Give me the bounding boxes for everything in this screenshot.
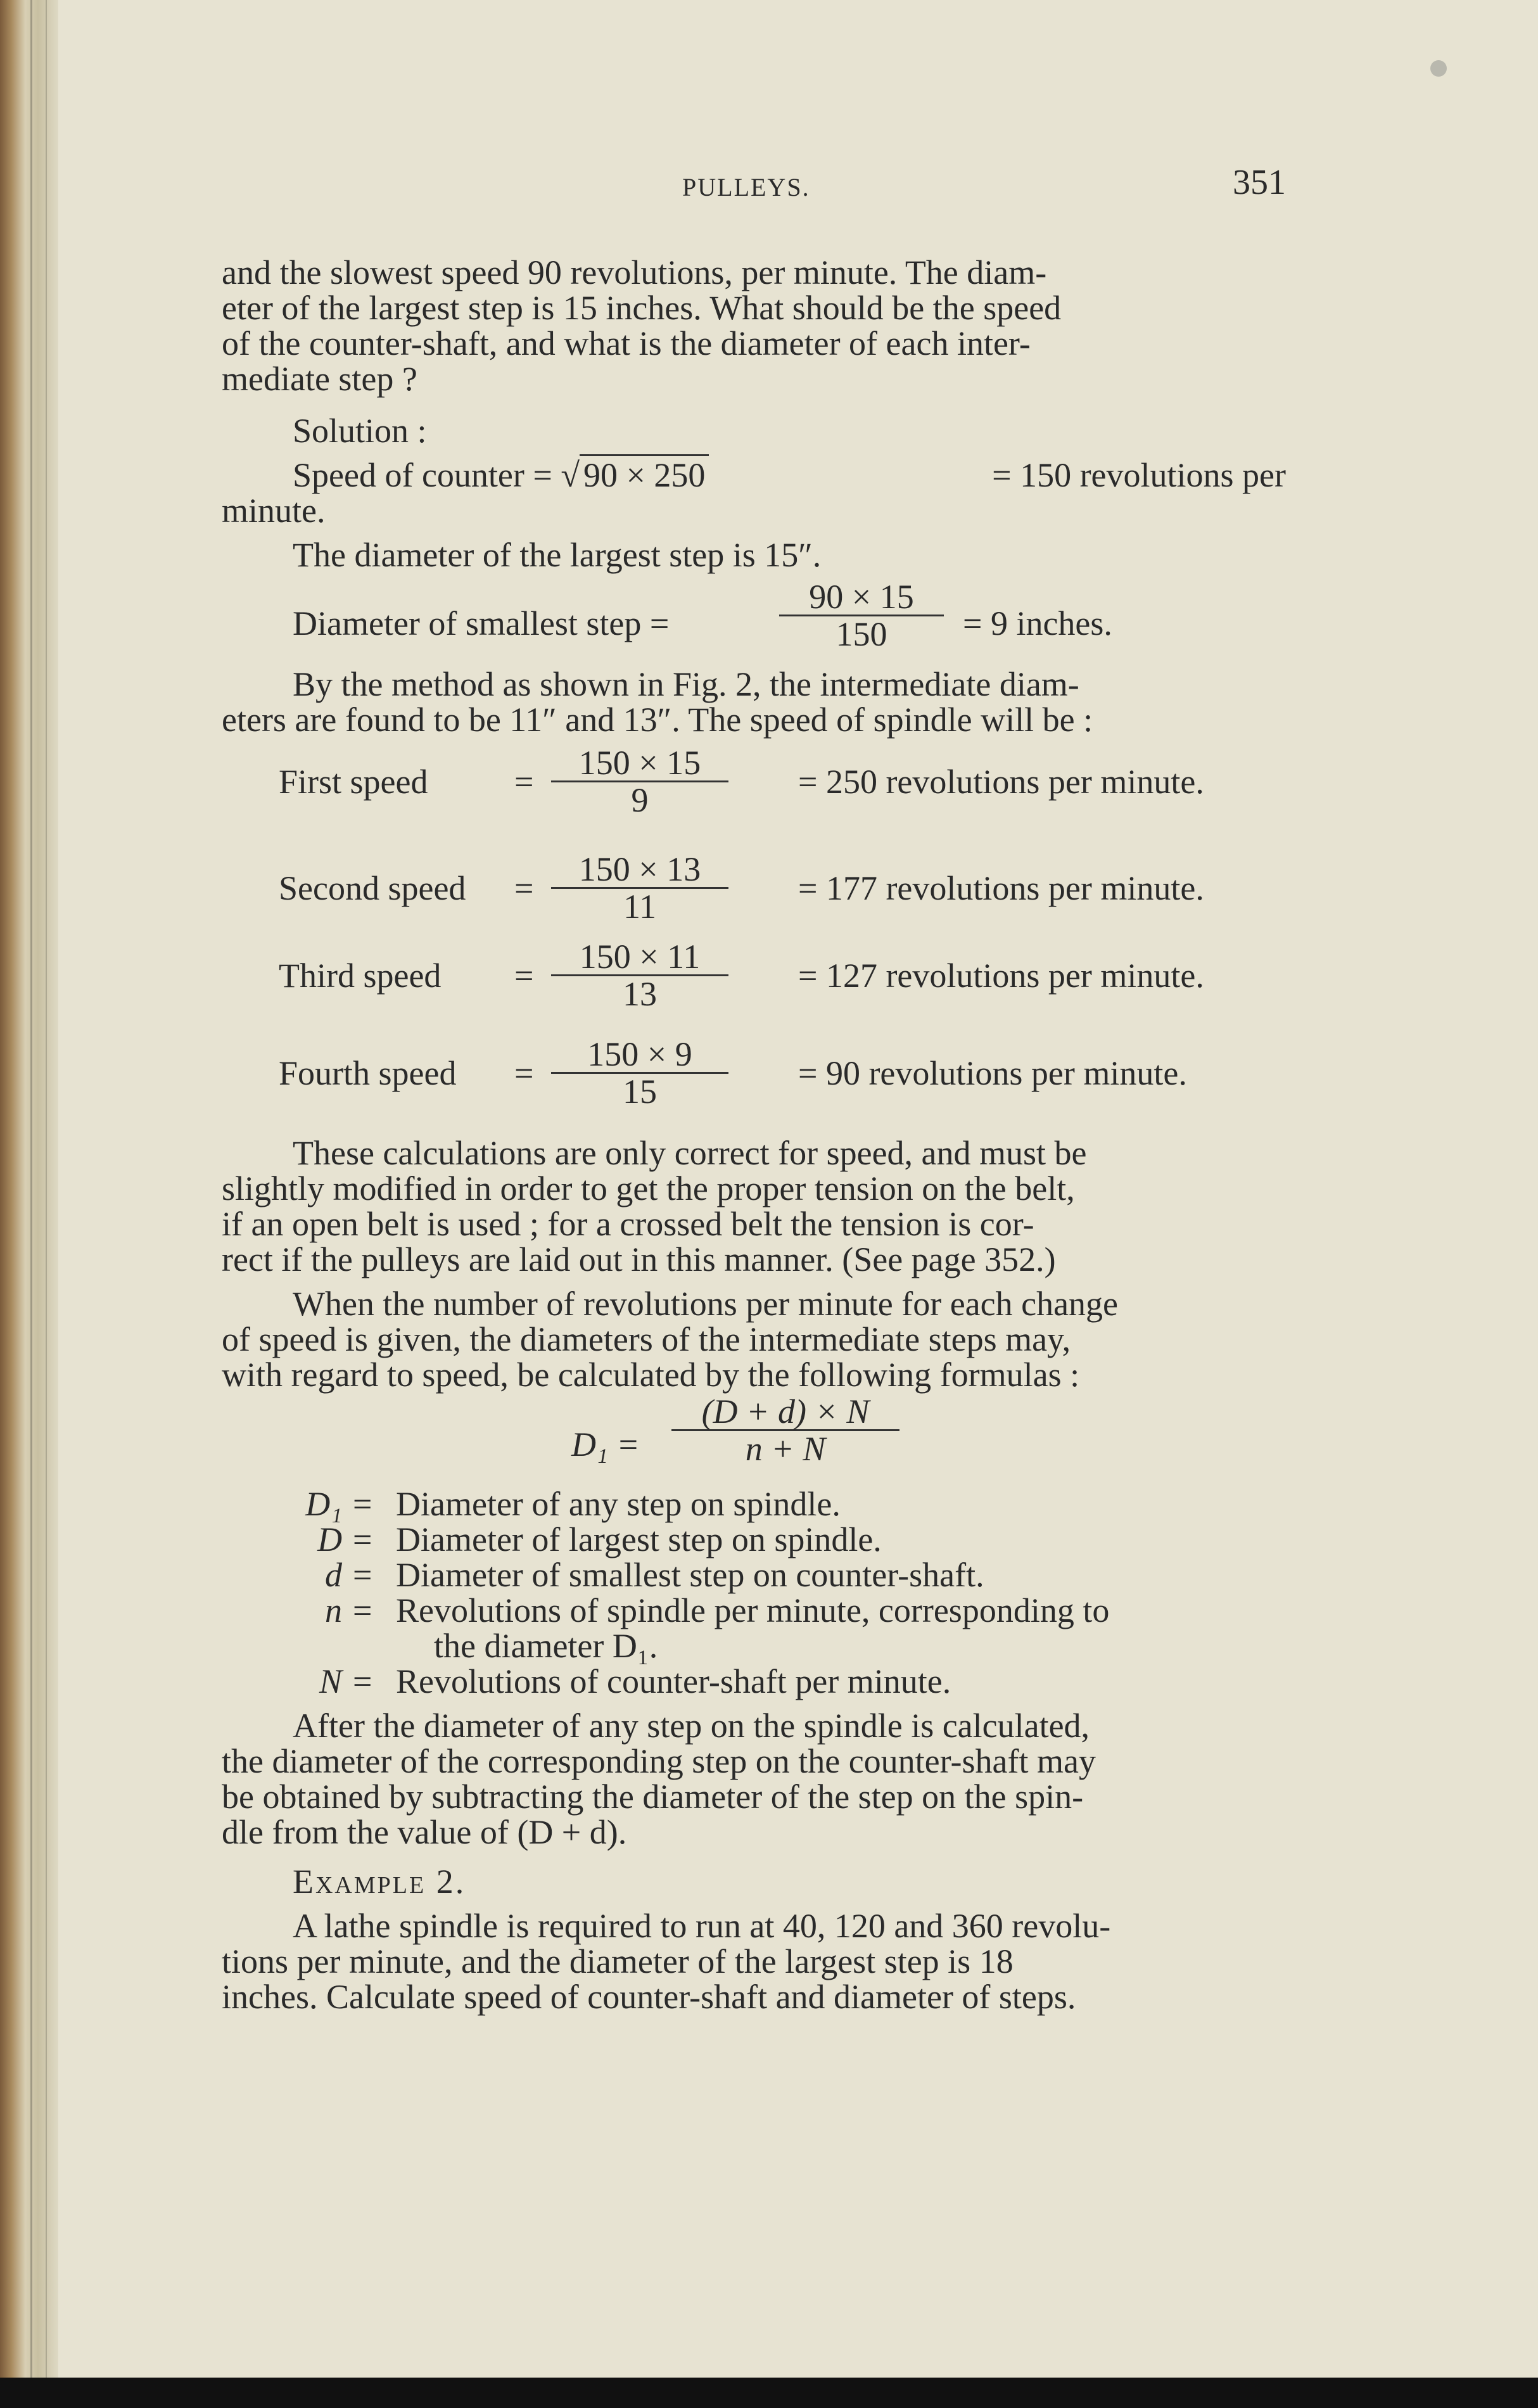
speed-row-fourth [279,1036,1292,1112]
fraction-numerator: 90 × 15 [779,579,944,616]
definition-symbol: d = [325,1556,374,1594]
equals-sign: = [514,763,534,801]
fraction-denominator: 11 [623,888,656,926]
fraction-denominator: 150 [836,615,887,653]
speed-row-first [279,745,1292,821]
definition-symbol: D = [317,1520,374,1558]
text-line: eters are found to be 11″ and 13″. The speed of spindle will be : [222,701,1093,739]
text-line: A lathe spindle is required to run at 40, 120 and 360 revolu- [293,1907,1111,1945]
text-line: By the method as shown in Fig. 2, the intermediate diam- [293,665,1079,703]
definition-item [285,1557,1286,1593]
smallest-step-fraction [779,579,944,652]
text-line: if an open belt is used ; for a crossed belt the tension is cor- [222,1205,1034,1243]
speed-label: Third speed [279,957,442,995]
book-binding-edge [0,0,58,2408]
fraction-denominator: 15 [623,1073,657,1111]
text-line: of speed is given, the diameters of the intermediate steps may, [222,1320,1071,1358]
speed-result: = 177 revolutions per minute. [798,869,1204,907]
speed-fraction [551,939,728,1012]
text-line: and the slowest speed 90 revolutions, per minute. The diam- [222,253,1047,291]
text-line: minute. [222,492,326,530]
solution-label: Solution : [293,412,427,450]
fraction-numerator: 150 × 11 [551,939,728,976]
speed-fraction [551,745,728,818]
fraction-denominator: 9 [631,781,649,819]
text-line: eter of the largest step is 15 inches. What should be the speed [222,289,1062,327]
text-line: tions per minute, and the diameter of the largest step is 18 [222,1942,1014,1980]
page-header [222,163,1286,214]
equation-label: Speed of counter = [293,456,552,494]
definition-text: Revolutions of spindle per minute, corresponding to [396,1591,1110,1629]
text-line: When the number of revolutions per minute for each change [293,1285,1119,1323]
text-line: be obtained by subtracting the diameter of the step on the spin- [222,1778,1084,1816]
speed-fraction [551,851,728,924]
speed-result: = 90 revolutions per minute. [798,1054,1187,1092]
example-heading: Example 2. [293,1863,466,1901]
definition-text: Diameter of smallest step on counter-shaft. [396,1556,984,1594]
definition-symbol: D₁ = [305,1485,374,1523]
equals-sign: = [514,957,534,995]
radical-sign: √ [561,456,580,494]
definition-symbol: n = [325,1591,374,1629]
definition-text: Diameter of largest step on spindle. [396,1520,882,1558]
fraction-denominator: n + N [745,1430,826,1468]
speed-row-second [279,851,1292,927]
equals-sign: = [514,869,534,907]
text-line: with regard to speed, be calculated by the following formulas : [222,1356,1080,1394]
text-line: slightly modified in order to get the proper tension on the belt, [222,1169,1075,1207]
definition-symbol: N = [319,1662,374,1700]
definition-item [285,1486,1286,1522]
text-line: of the counter-shaft, and what is the diameter of each inter- [222,324,1031,362]
text-line: rect if the pulleys are laid out in this manner. (See page 352.) [222,1240,1056,1278]
definition-item [285,1628,1286,1664]
text-line: mediate step ? [222,360,417,398]
speed-label: First speed [279,763,428,801]
radicand: 90 × 250 [580,454,709,494]
text-line: inches. Calculate speed of counter-shaft and diameter of steps. [222,1978,1076,2016]
definition-item [285,1593,1286,1628]
speed-result: = 127 revolutions per minute. [798,957,1204,995]
definition-item [285,1664,1286,1699]
scan-bottom-edge [0,2378,1538,2408]
text-line: dle from the value of (D + d). [222,1813,627,1851]
text-line: After the diameter of any step on the spindle is calculated, [293,1707,1090,1745]
counter-speed-result: = 150 revolutions per [992,456,1286,494]
page-number: 351 [1233,163,1286,202]
formula-lhs: D₁ = [571,1425,640,1463]
square-root [561,457,709,493]
definition-text: Revolutions of counter-shaft per minute. [396,1662,951,1700]
definition-item [285,1522,1286,1557]
equals-sign: = [514,1054,534,1092]
paper-spot [1430,60,1447,77]
smallest-step-label: Diameter of smallest step = [293,604,670,642]
smallest-step-result: = 9 inches. [963,604,1112,642]
diameter-formula-fraction [671,1394,899,1467]
definition-text: the diameter D₁. [434,1627,658,1665]
speed-row-third [279,939,1292,1015]
text-line: the diameter of the corresponding step on the counter-shaft may [222,1742,1096,1780]
speed-result: = 250 revolutions per minute. [798,763,1204,801]
speed-label: Second speed [279,869,466,907]
fraction-denominator: 13 [623,975,657,1013]
text-line: These calculations are only correct for speed, and must be [293,1134,1087,1172]
definition-text: Diameter of any step on spindle. [396,1485,841,1523]
fraction-numerator: 150 × 15 [551,745,728,782]
fraction-numerator: 150 × 13 [551,851,728,889]
fraction-numerator: (D + d) × N [671,1394,899,1431]
speed-label: Fourth speed [279,1054,457,1092]
running-head: PULLEYS. [682,173,810,201]
largest-step-line: The diameter of the largest step is 15″. [293,536,822,574]
speed-fraction [551,1036,728,1109]
fraction-numerator: 150 × 9 [551,1036,728,1074]
